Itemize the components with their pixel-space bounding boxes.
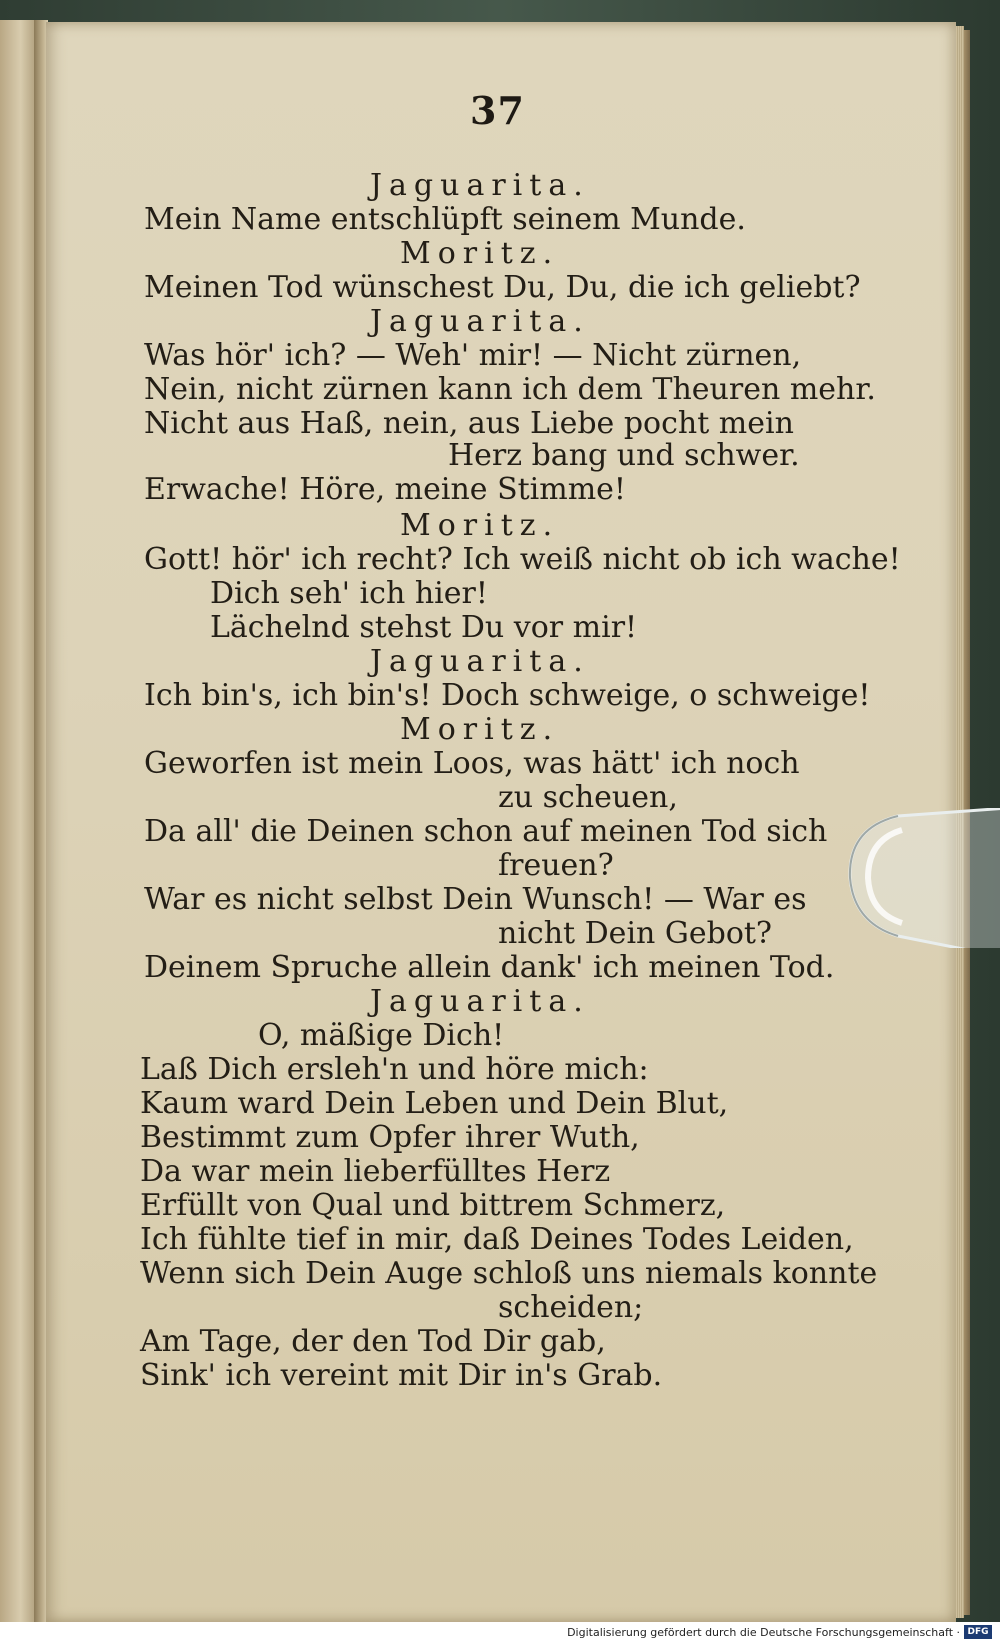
speaker-name: Moritz. [400, 712, 560, 747]
verse-line: Da all' die Deinen schon auf meinen Tod sich [144, 814, 828, 849]
verse-line: Gott! hör' ich recht? Ich weiß nicht ob ich wache! [144, 542, 901, 577]
verse-line: Erwache! Höre, meine Stimme! [144, 472, 626, 507]
verse-line: Wenn sich Dein Auge schloß uns niemals konnte [140, 1256, 878, 1291]
speaker-name: Jaguarita. [370, 984, 590, 1019]
dfg-logo: DFG [964, 1625, 992, 1639]
verse-continuation: nicht Dein Gebot? [498, 916, 773, 951]
verse-line: Nein, nicht zürnen kann ich dem Theuren mehr. [144, 372, 876, 407]
verse-line: Meinen Tod wünschest Du, Du, die ich geliebt? [144, 270, 861, 305]
verse-line: Erfüllt von Qual und bittrem Schmerz, [140, 1188, 726, 1223]
speaker-name: Jaguarita. [370, 644, 590, 679]
speaker-name: Jaguarita. [370, 168, 590, 203]
verse-continuation: Herz bang und schwer. [448, 438, 800, 473]
verse-line: Am Tage, der den Tod Dir gab, [140, 1324, 606, 1359]
speaker-name: Moritz. [400, 508, 560, 543]
glass-page-holder [838, 808, 1000, 948]
verse-line: Laß Dich ersleh'n und höre mich: [140, 1052, 649, 1087]
digitization-credit: Digitalisierung gefördert durch die Deutsche Forschungsgemeinschaft · [567, 1626, 960, 1639]
verse-line: Deinem Spruche allein dank' ich meinen Tod. [144, 950, 835, 985]
verse-line: Sink' ich vereint mit Dir in's Grab. [140, 1358, 663, 1393]
verse-continuation: freuen? [498, 848, 614, 883]
page-number: 37 [470, 88, 525, 133]
verse-line: Ich bin's, ich bin's! Doch schweige, o schweige! [144, 678, 871, 713]
verse-line: Bestimmt zum Opfer ihrer Wuth, [140, 1120, 640, 1155]
verse-line: Nicht aus Haß, nein, aus Liebe pocht mein [144, 406, 794, 441]
verse-line-indented: O, mäßige Dich! [258, 1018, 505, 1053]
verse-line: Mein Name entschlüpft seinem Munde. [144, 202, 746, 237]
verse-line: Was hör' ich? — Weh' mir! — Nicht zürnen, [144, 338, 802, 373]
verse-line-indented: Lächelnd stehst Du vor mir! [210, 610, 638, 645]
verse-line: War es nicht selbst Dein Wunsch! — War es [144, 882, 807, 917]
verse-line: Da war mein lieberfülltes Herz [140, 1154, 611, 1189]
speaker-name: Moritz. [400, 236, 560, 271]
verse-line: Kaum ward Dein Leben und Dein Blut, [140, 1086, 729, 1121]
left-page-edge [0, 20, 35, 1625]
verse-continuation: scheiden; [498, 1290, 644, 1325]
verse-line: Ich fühlte tief in mir, daß Deines Todes Leiden, [140, 1222, 854, 1257]
verse-line-indented: Dich seh' ich hier! [210, 576, 488, 611]
verse-line: Geworfen ist mein Loos, was hätt' ich noch [144, 746, 800, 781]
speaker-name: Jaguarita. [370, 304, 590, 339]
verse-continuation: zu scheuen, [498, 780, 678, 815]
